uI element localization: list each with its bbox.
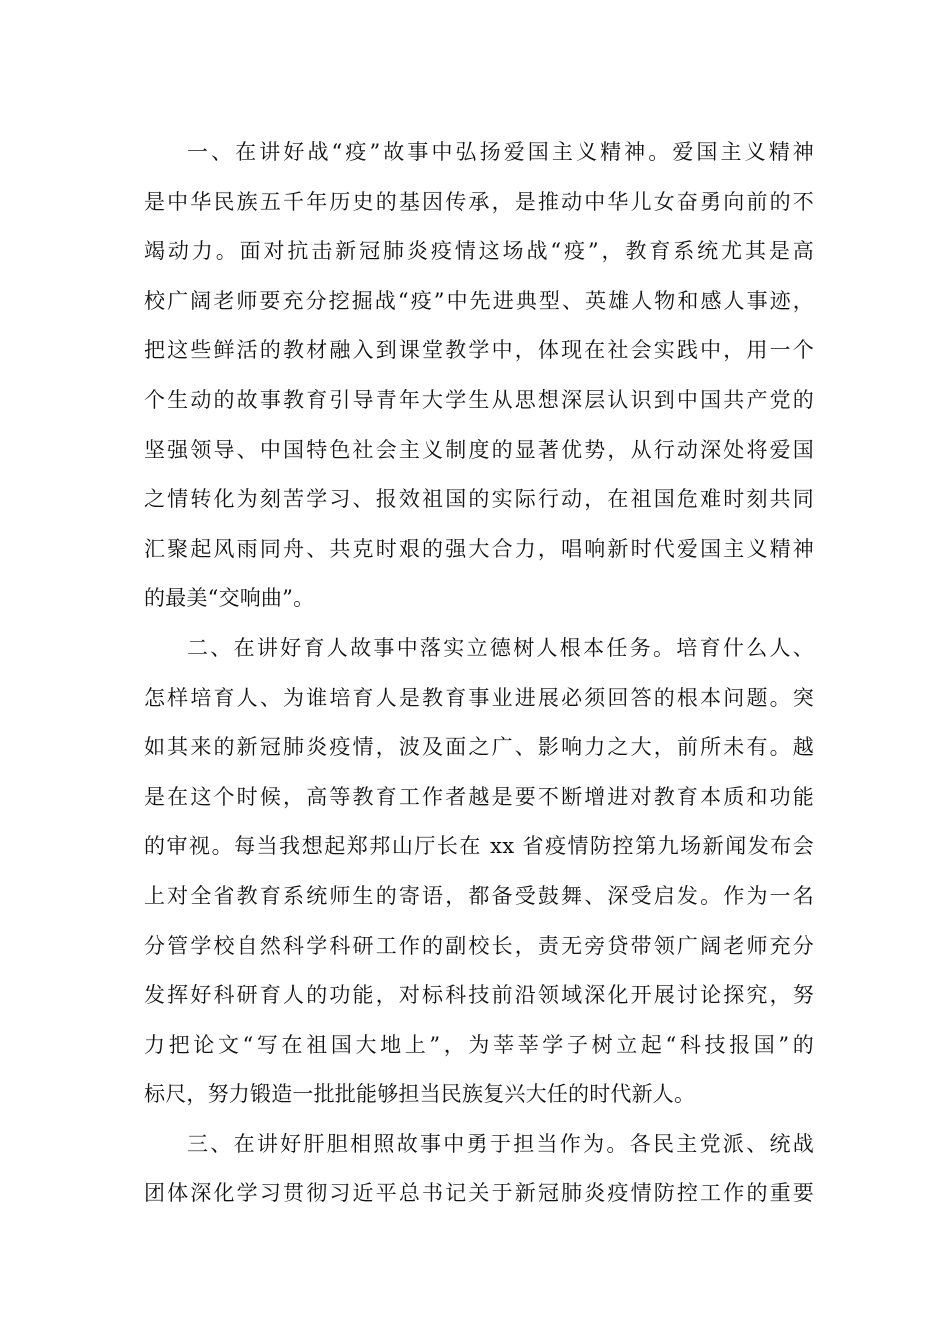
paragraph-3-line-1: 三、在讲好肝胆相照故事中勇于担当作为。各民主党派、统战: [187, 1131, 814, 1156]
paragraph-2-line-5: 的审视。每当我想起郑邦山厅长在 xx 省疫情防控第九场新闻发布会: [144, 834, 814, 859]
paragraph-1-line-5: 把这些鲜活的教材融入到课堂教学中，体现在社会实践中，用一个: [144, 338, 814, 363]
paragraph-2-line-10: 标尺，努力锻造一批批能够担当民族复兴大任的时代新人。: [144, 1082, 696, 1107]
paragraph-2-line-7: 分管学校自然科学科研工作的副校长，责无旁贷带领广阔老师充分: [144, 933, 814, 958]
paragraph-1-line-6: 个生动的故事教育引导青年大学生从思想深层认识到中国共产党的: [144, 387, 814, 412]
paragraph-2-line-3: 如其来的新冠肺炎疫情，波及面之广、影响力之大，前所未有。越: [144, 735, 814, 760]
paragraph-2-line-1: 二、在讲好育人故事中落实立德树人根本任务。培育什么人、: [187, 635, 814, 660]
paragraph-1-line-1: 一、在讲好战“疫”故事中弘扬爱国主义精神。爱国主义精神: [187, 140, 814, 164]
paragraph-1-line-3: 竭动力。面对抗击新冠肺炎疫情这场战“疫”，教育系统尤其是高: [144, 239, 814, 264]
paragraph-2-line-4: 是在这个时候，高等教育工作者越是要不断增进对教育本质和功能: [144, 784, 814, 809]
paragraph-3-line-2: 团体深化学习贯彻习近平总书记关于新冠肺炎疫情防控工作的重要: [144, 1181, 814, 1206]
paragraph-2-line-8: 发挥好科研育人的功能，对标科技前沿领域深化开展讨论探究，努: [144, 983, 814, 1008]
paragraph-1-line-2: 是中华民族五千年历史的基因传承，是推动中华儿女奋勇向前的不: [144, 189, 814, 214]
paragraph-1-line-8: 之情转化为刻苦学习、报效祖国的实际行动，在祖国危难时刻共同: [144, 487, 814, 512]
paragraph-1-line-9: 汇聚起风雨同舟、共克时艰的强大合力，唱响新时代爱国主义精神: [144, 536, 814, 561]
document-body: [144, 128, 814, 1219]
paragraph-1-line-4: 校广阔老师要充分挖掘战“疫”中先进典型、英雄人物和感人事迹，: [144, 288, 814, 313]
paragraph-2-line-6: 上对全省教育系统师生的寄语，都备受鼓舞、深受启发。作为一名: [144, 883, 814, 908]
paragraph-2-line-2: 怎样培育人、为谁培育人是教育事业进展必须回答的根本问题。突: [144, 685, 814, 710]
paragraph-2-line-9: 力把论文“写在祖国大地上”，为莘莘学子树立起“科技报国”的: [144, 1032, 814, 1057]
paragraph-1-line-7: 坚强领导、中国特色社会主义制度的显著优势，从行动深处将爱国: [144, 437, 814, 462]
paragraph-1-line-10: 的最美“交响曲”。: [144, 586, 315, 611]
